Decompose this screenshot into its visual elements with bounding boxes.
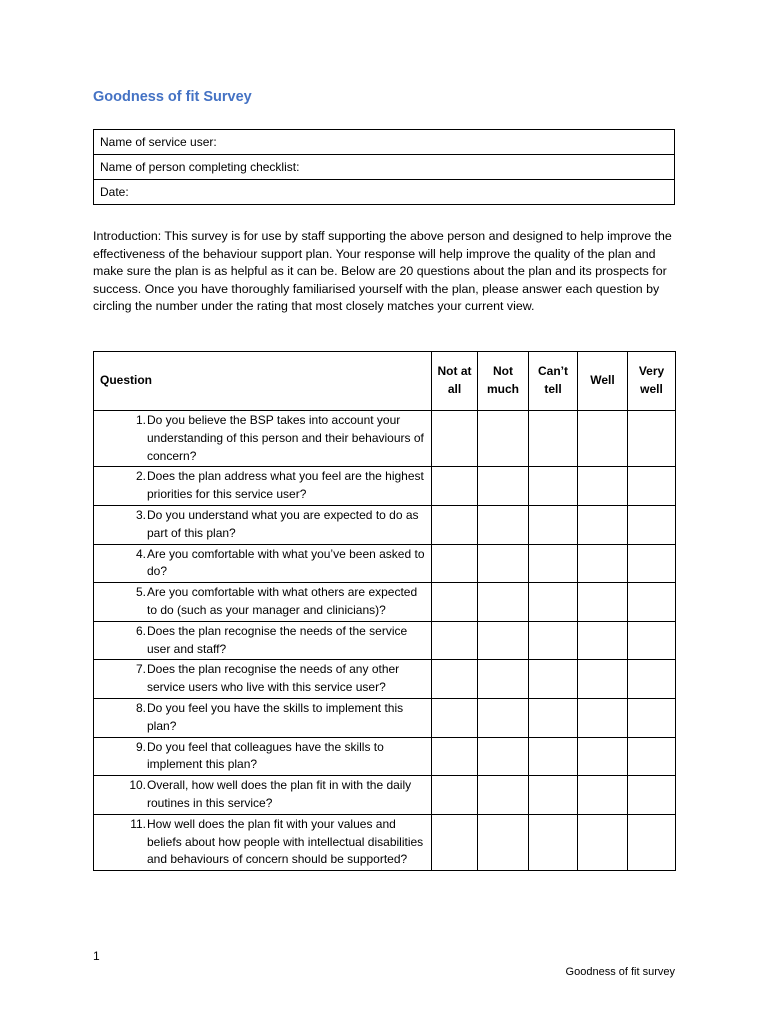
question-cell	[94, 467, 432, 506]
question-row	[94, 698, 676, 737]
question-text: Does the plan recognise the needs of the service user and staff?	[147, 623, 408, 656]
question-header: Question	[94, 352, 432, 411]
rating-cell-not-much[interactable]	[478, 660, 529, 699]
question-number: 4.	[135, 546, 146, 561]
question-text: Do you feel that colleagues have the skills to implement this plan?	[147, 739, 384, 772]
rating-cell-not-much[interactable]	[478, 505, 529, 544]
question-number: 7.	[135, 662, 146, 677]
rating-cell-not-at-all[interactable]	[432, 505, 478, 544]
rating-cell-not-much[interactable]	[478, 737, 529, 776]
question-row	[94, 814, 676, 870]
rating-cell-cant-tell[interactable]	[529, 544, 578, 583]
question-number: 8.	[135, 700, 146, 715]
rating-cell-very-well[interactable]	[628, 698, 676, 737]
question-row	[94, 544, 676, 583]
rating-header-not-much: Not much	[478, 352, 529, 411]
rating-cell-cant-tell[interactable]	[529, 737, 578, 776]
survey-table	[93, 351, 676, 871]
question-text: Do you believe the BSP takes into account your understanding of this person and their behaviours of concern?	[147, 413, 424, 463]
question-text: Do you understand what you are expected to do as part of this plan?	[147, 507, 419, 540]
rating-cell-cant-tell[interactable]	[529, 814, 578, 870]
question-cell	[94, 698, 432, 737]
rating-cell-cant-tell[interactable]	[529, 621, 578, 660]
question-number: 3.	[135, 507, 146, 522]
rating-cell-well[interactable]	[578, 698, 628, 737]
rating-cell-not-much[interactable]	[478, 411, 529, 467]
rating-cell-not-at-all[interactable]	[432, 737, 478, 776]
rating-cell-cant-tell[interactable]	[529, 583, 578, 622]
rating-cell-not-at-all[interactable]	[432, 583, 478, 622]
rating-cell-very-well[interactable]	[628, 467, 676, 506]
rating-cell-very-well[interactable]	[628, 660, 676, 699]
rating-cell-cant-tell[interactable]	[529, 660, 578, 699]
rating-cell-not-much[interactable]	[478, 583, 529, 622]
rating-header-well: Well	[578, 352, 628, 411]
question-cell	[94, 814, 432, 870]
service-user-field[interactable]: Name of service user:	[94, 130, 675, 155]
rating-header-cant-tell: Can’t tell	[529, 352, 578, 411]
question-cell	[94, 411, 432, 467]
question-text: Are you comfortable with what others are expected to do (such as your manager and clinicians)?	[147, 585, 418, 617]
info-table	[93, 129, 675, 205]
question-cell	[94, 583, 432, 622]
question-cell	[94, 621, 432, 660]
question-text: Do you feel you have the skills to implement this plan?	[147, 700, 404, 733]
rating-cell-cant-tell[interactable]	[529, 776, 578, 815]
question-number: 9.	[135, 739, 146, 754]
question-row	[94, 505, 676, 544]
question-number: 5.	[135, 585, 146, 600]
rating-cell-not-at-all[interactable]	[432, 814, 478, 870]
rating-cell-not-at-all[interactable]	[432, 698, 478, 737]
introduction-text: Introduction: This survey is for use by staff supporting the above person and designed to help improve the effectiveness of the behaviour support plan. Your response will help improve the quality of the plan and make sure the plan is as helpful as it can be. Below are 20 questions about the plan and its prospects for success. Once you have thoroughly familiarised yourself with the plan, please answer each question by circling the number under the rating that most closely matches your current view.	[93, 229, 672, 314]
rating-cell-very-well[interactable]	[628, 411, 676, 467]
question-number: 11.	[130, 816, 146, 831]
rating-cell-well[interactable]	[578, 737, 628, 776]
rating-cell-very-well[interactable]	[628, 737, 676, 776]
question-cell	[94, 776, 432, 815]
question-cell	[94, 660, 432, 699]
rating-cell-not-much[interactable]	[478, 698, 529, 737]
rating-cell-well[interactable]	[578, 583, 628, 622]
rating-cell-not-at-all[interactable]	[432, 776, 478, 815]
rating-cell-cant-tell[interactable]	[529, 411, 578, 467]
question-number: 2.	[135, 469, 146, 484]
question-number: 10.	[129, 778, 146, 793]
rating-cell-well[interactable]	[578, 776, 628, 815]
rating-cell-not-at-all[interactable]	[432, 467, 478, 506]
question-row	[94, 737, 676, 776]
rating-cell-well[interactable]	[578, 544, 628, 583]
rating-cell-well[interactable]	[578, 411, 628, 467]
rating-cell-not-at-all[interactable]	[432, 411, 478, 467]
question-cell	[94, 737, 432, 776]
survey-header-row	[94, 352, 676, 411]
date-field[interactable]: Date:	[94, 180, 675, 205]
rating-cell-well[interactable]	[578, 467, 628, 506]
question-text: Does the plan address what you feel are the highest priorities for this service user?	[147, 469, 424, 502]
rating-cell-very-well[interactable]	[628, 621, 676, 660]
question-row	[94, 621, 676, 660]
rating-cell-very-well[interactable]	[628, 544, 676, 583]
question-text: How well does the plan fit with your values and beliefs about how people with intellectual disabilities and behaviours of concern should be supported?	[147, 816, 424, 867]
rating-cell-well[interactable]	[578, 660, 628, 699]
rating-cell-very-well[interactable]	[628, 776, 676, 815]
rating-cell-not-at-all[interactable]	[432, 660, 478, 699]
question-text: Overall, how well does the plan fit in with the daily routines in this service?	[147, 778, 412, 810]
rating-cell-not-much[interactable]	[478, 776, 529, 815]
question-row	[94, 660, 676, 699]
rating-cell-cant-tell[interactable]	[529, 698, 578, 737]
rating-header-very-well: Very well	[628, 352, 676, 411]
rating-cell-not-much[interactable]	[478, 621, 529, 660]
question-cell	[94, 505, 432, 544]
question-row	[94, 776, 676, 815]
page-footer: Goodness of fit survey	[565, 966, 675, 978]
rating-cell-not-much[interactable]	[478, 544, 529, 583]
question-text: Are you comfortable with what you’ve been asked to do?	[147, 546, 425, 579]
question-row	[94, 467, 676, 506]
rating-cell-well[interactable]	[578, 505, 628, 544]
rating-cell-not-at-all[interactable]	[432, 621, 478, 660]
rating-cell-cant-tell[interactable]	[529, 467, 578, 506]
person-completing-field[interactable]: Name of person completing checklist:	[94, 155, 675, 180]
rating-cell-not-much[interactable]	[478, 814, 529, 870]
question-row	[94, 411, 676, 467]
rating-cell-not-much[interactable]	[478, 467, 529, 506]
rating-cell-not-at-all[interactable]	[432, 544, 478, 583]
question-number: 1.	[135, 413, 146, 427]
rating-cell-very-well[interactable]	[628, 505, 676, 544]
question-number: 6.	[135, 623, 146, 638]
rating-cell-well[interactable]	[578, 621, 628, 660]
rating-header-not-at-all: Not at all	[432, 352, 478, 411]
rating-cell-cant-tell[interactable]	[529, 505, 578, 544]
rating-cell-very-well[interactable]	[628, 814, 676, 870]
question-text: Does the plan recognise the needs of any other service users who live with this service user?	[147, 662, 400, 695]
rating-cell-very-well[interactable]	[628, 583, 676, 622]
rating-cell-well[interactable]	[578, 814, 628, 870]
page-number: 1	[93, 949, 100, 963]
question-row	[94, 583, 676, 622]
page-title: Goodness of fit Survey	[93, 89, 252, 105]
question-cell	[94, 544, 432, 583]
